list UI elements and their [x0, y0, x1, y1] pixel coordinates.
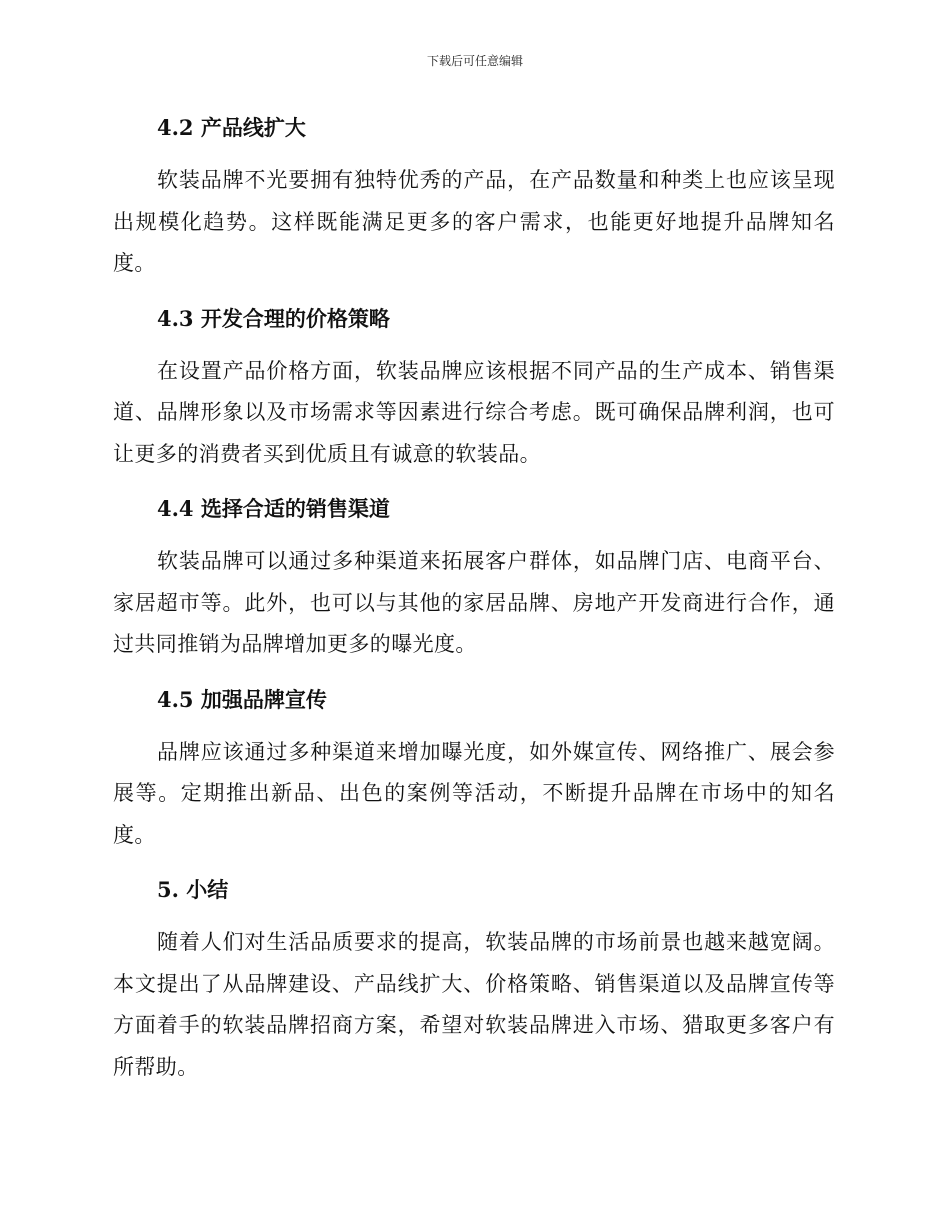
section-paragraph-4-2: 软装品牌不光要拥有独特优秀的产品，在产品数量和种类上也应该呈现出规模化趋势。这样既能满足更多的客户需求，也能更好地提升品牌知名度。	[113, 168, 835, 275]
section-paragraph-5: 随着人们对生活品质要求的提高，软装品牌的市场前景也越来越宽阔。本文提出了从品牌建设、产品线扩大、价格策略、销售渠道以及品牌宣传等方面着手的软装品牌招商方案，希望对软装品牌进入市场、猎取更多客户有所帮助。	[113, 930, 835, 1079]
section-paragraph-4-3: 在设置产品价格方面，软装品牌应该根据不同产品的生产成本、销售渠道、品牌形象以及市场需求等因素进行综合考虑。既可确保品牌利润，也可让更多的消费者买到优质且有诚意的软装品。	[113, 358, 835, 466]
section-heading-4-5: 4.5 加强品牌宣传	[157, 686, 327, 712]
section-paragraph-4-4: 软装品牌可以通过多种渠道来拓展客户群体，如品牌门店、电商平台、家居超市等。此外，也可以与其他的家居品牌、房地产开发商进行合作，通过共同推销为品牌增加更多的曝光度。	[113, 549, 835, 656]
page-header: 下载后可任意编辑	[426, 54, 523, 68]
section-heading-4-4: 4.4 选择合适的销售渠道	[157, 496, 390, 521]
section-heading-5: 5. 小结	[157, 877, 229, 902]
document-body	[113, 106, 835, 1100]
section-paragraph-4-5: 品牌应该通过多种渠道来增加曝光度，如外媒宣传、网络推广、展会参展等。定期推出新品、出色的案例等活动，不断提升品牌在市场中的知名度。	[113, 739, 835, 847]
section-heading-4-3: 4.3 开发合理的价格策略	[157, 305, 390, 331]
section-heading-4-2: 4.2 产品线扩大	[157, 115, 306, 140]
